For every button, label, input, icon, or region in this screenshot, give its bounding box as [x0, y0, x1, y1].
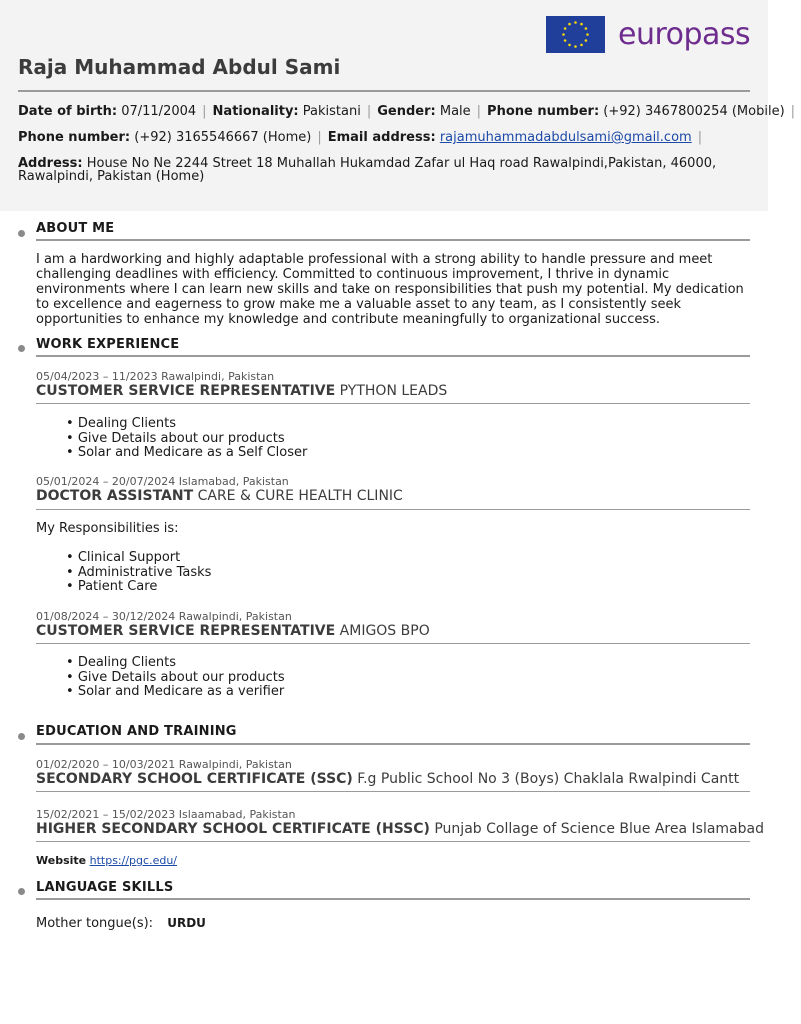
- address-block: [18, 157, 718, 183]
- section-bullet: [18, 345, 25, 352]
- job-title: [36, 488, 403, 504]
- personal-line-1: [18, 105, 801, 119]
- separator: |: [790, 104, 796, 119]
- email-label: Email address:: [327, 130, 436, 145]
- qualification: SECONDARY SCHOOL CERTIFICATE (SSC): [36, 771, 353, 787]
- job-meta: 05/04/2023 – 11/2023 Rawalpindi, Pakistan: [36, 370, 275, 383]
- nationality-value: Pakistani: [302, 104, 361, 119]
- phone-label: Phone number:: [487, 104, 600, 119]
- separator: |: [697, 130, 703, 145]
- job-title: [36, 623, 430, 639]
- list-item: • Give Details about our products: [66, 671, 285, 686]
- about-divider: [36, 239, 750, 241]
- cv-header: [0, 0, 796, 211]
- separator: |: [476, 104, 482, 119]
- separator: |: [202, 104, 207, 119]
- website-label: Website: [36, 854, 87, 867]
- europass-logo: europass: [618, 17, 751, 52]
- job-employer: CARE & CURE HEALTH CLINIC: [197, 488, 403, 504]
- education-title-line: [36, 771, 739, 787]
- job-duties: [66, 551, 211, 595]
- mother-tongue-value: URDU: [167, 916, 206, 930]
- dob-label: Date of birth:: [18, 104, 118, 119]
- job-role: CUSTOMER SERVICE REPRESENTATIVE: [36, 623, 336, 639]
- education-title: EDUCATION AND TRAINING: [36, 724, 237, 739]
- website-link[interactable]: https://pgc.edu/: [89, 854, 177, 867]
- job-employer: PYTHON LEADS: [339, 383, 448, 399]
- work-divider: [36, 355, 750, 357]
- list-item: • Solar and Medicare as a Self Closer: [66, 446, 307, 461]
- work-title: WORK EXPERIENCE: [36, 337, 180, 352]
- education-item-divider: [36, 841, 750, 842]
- education-item-divider: [36, 791, 750, 792]
- job-meta: 01/08/2024 – 30/12/2024 Rawalpindi, Pakistan: [36, 610, 292, 623]
- separator: |: [366, 104, 372, 119]
- job-title: [36, 383, 447, 399]
- language-title: LANGUAGE SKILLS: [36, 880, 174, 895]
- address-label: Address:: [18, 156, 83, 171]
- job-employer: AMIGOS BPO: [339, 623, 430, 639]
- job-duties: [66, 656, 285, 700]
- job-divider: [36, 403, 750, 404]
- mother-tongue-line: [36, 916, 206, 931]
- dob-value: 07/11/2004: [121, 104, 197, 119]
- eu-flag-icon: [546, 16, 605, 53]
- job-intro: My Responsibilities is:: [36, 521, 179, 536]
- job-meta: 05/01/2024 – 20/07/2024 Islamabad, Pakistan: [36, 475, 289, 488]
- phone-home-value: (+92) 3165546667 (Home): [134, 130, 312, 145]
- job-role: DOCTOR ASSISTANT: [36, 488, 194, 504]
- personal-line-2: [18, 131, 708, 145]
- job-divider: [36, 509, 750, 510]
- name-divider: [18, 90, 750, 92]
- list-item: • Administrative Tasks: [66, 566, 211, 581]
- education-title-line: [36, 821, 764, 837]
- institution: F.g Public School No 3 (Boys) Chaklala Rwalpindi Cantt: [357, 771, 740, 787]
- website-line: [36, 854, 177, 867]
- about-text: I am a hardworking and highly adaptable professional with a strong ability to handle pressure and meet challenging deadlines with efficiency. Committed to continuous improvement, I thrive in dynamic environments where I can learn new skills and take on responsibilities that push my potential. My dedication to excellence and eagerness to grow make me a valuable asset to any team, as I consistently seek opportunities to enhance my knowledge and contribute meaningfully to organizational success.: [36, 252, 744, 327]
- address-value: House No Ne 2244 Street 18 Muhallah Hukamdad Zafar ul Haq road Rawalpindi,Pakistan, 46000, Rawalpindi, Pakistan (Home): [18, 156, 717, 184]
- mother-tongue-label: Mother tongue(s):: [36, 916, 154, 931]
- applicant-name: Raja Muhammad Abdul Sami: [18, 55, 341, 79]
- gender-label: Gender:: [377, 104, 436, 119]
- list-item: • Dealing Clients: [66, 656, 285, 671]
- language-divider: [36, 898, 750, 900]
- institution: Punjab Collage of Science Blue Area Islamabad: [434, 821, 764, 837]
- phone-label: Phone number:: [18, 130, 131, 145]
- qualification: HIGHER SECONDARY SCHOOL CERTIFICATE (HSSC): [36, 821, 430, 837]
- section-bullet: [18, 888, 25, 895]
- about-title: ABOUT ME: [36, 221, 115, 236]
- email-link[interactable]: rajamuhammadabdulsami@gmail.com: [439, 130, 692, 145]
- gender-value: Male: [439, 104, 471, 119]
- education-divider: [36, 743, 750, 745]
- education-meta: 01/02/2020 – 10/03/2021 Rawalpindi, Pakistan: [36, 758, 292, 771]
- education-meta: 15/02/2021 – 15/02/2023 Islaamabad, Pakistan: [36, 808, 296, 821]
- nationality-label: Nationality:: [212, 104, 299, 119]
- job-role: CUSTOMER SERVICE REPRESENTATIVE: [36, 383, 336, 399]
- job-duties: [66, 417, 307, 461]
- list-item: • Clinical Support: [66, 551, 211, 566]
- section-bullet: [18, 733, 25, 740]
- list-item: • Give Details about our products: [66, 432, 307, 447]
- list-item: • Solar and Medicare as a verifier: [66, 685, 285, 700]
- separator: |: [317, 130, 322, 145]
- job-divider: [36, 643, 750, 644]
- phone-mobile-value: (+92) 3467800254 (Mobile): [603, 104, 785, 119]
- section-bullet: [18, 230, 25, 237]
- list-item: • Patient Care: [66, 580, 211, 595]
- list-item: • Dealing Clients: [66, 417, 307, 432]
